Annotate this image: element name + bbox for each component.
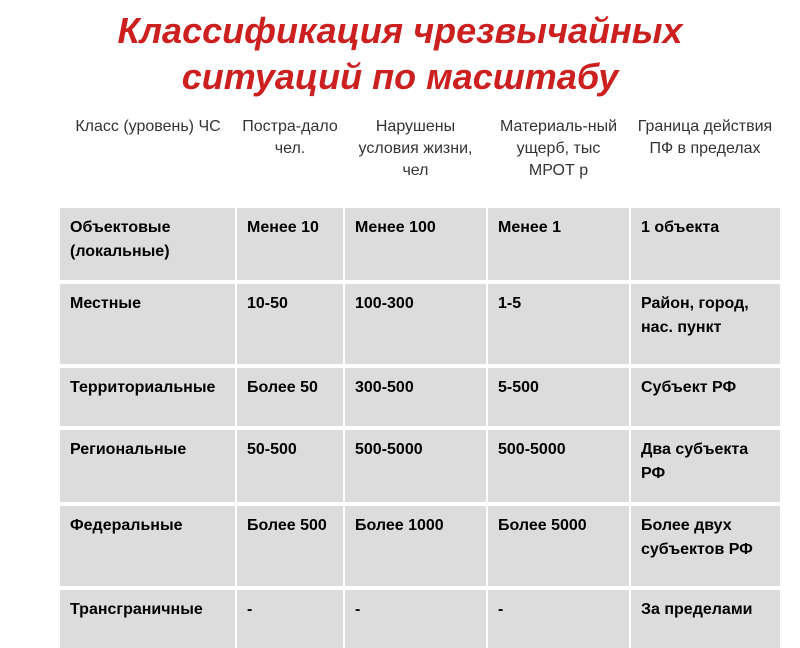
cell-boundary: 1 объекта [630,206,780,282]
slide-title-line-2: ситуаций по масштабу [181,56,619,97]
cell-material-damage: - [487,588,630,648]
cell-living-conditions: 500-5000 [344,428,487,504]
cell-class: Территориальные [60,366,236,428]
cell-class: Федеральные [60,504,236,588]
cell-living-conditions: Более 1000 [344,504,487,588]
cell-material-damage: Более 5000 [487,504,630,588]
cell-living-conditions: - [344,588,487,648]
header-living-conditions: Нарушены условия жизни, чел [344,110,487,206]
table-body [60,206,780,648]
header-boundary: Граница действия ПФ в пределах [630,110,780,206]
cell-boundary: Субъект РФ [630,366,780,428]
table-row [60,428,780,504]
header-class: Класс (уровень) ЧС [60,110,236,206]
cell-victims: Более 50 [236,366,344,428]
table-header [60,110,780,206]
cell-boundary: За пределами [630,588,780,648]
cell-material-damage: 500-5000 [487,428,630,504]
table-row [60,588,780,648]
header-victims: Постра-дало чел. [236,110,344,206]
cell-victims: - [236,588,344,648]
cell-living-conditions: 100-300 [344,282,487,366]
header-row [60,110,780,206]
cell-material-damage: 1-5 [487,282,630,366]
cell-material-damage: Менее 1 [487,206,630,282]
cell-boundary: Два субъекта РФ [630,428,780,504]
table-row [60,504,780,588]
slide-title-line-1: Классификация чрезвычайных [117,10,683,51]
cell-living-conditions: 300-500 [344,366,487,428]
cell-class: Трансграничные [60,588,236,648]
cell-class: Местные [60,282,236,366]
table-row [60,206,780,282]
cell-victims: 50-500 [236,428,344,504]
header-material-damage: Материаль-ный ущерб, тыс МРОТ р [487,110,630,206]
cell-class: Объектовые (локальные) [60,206,236,282]
cell-victims: Более 500 [236,504,344,588]
slide-title [0,8,800,100]
cell-victims: 10-50 [236,282,344,366]
cell-victims: Менее 10 [236,206,344,282]
cell-material-damage: 5-500 [487,366,630,428]
cell-living-conditions: Менее 100 [344,206,487,282]
table-row [60,366,780,428]
cell-boundary: Более двух субъектов РФ [630,504,780,588]
classification-table [60,110,780,648]
cell-boundary: Район, город, нас. пункт [630,282,780,366]
cell-class: Региональные [60,428,236,504]
table-row [60,282,780,366]
